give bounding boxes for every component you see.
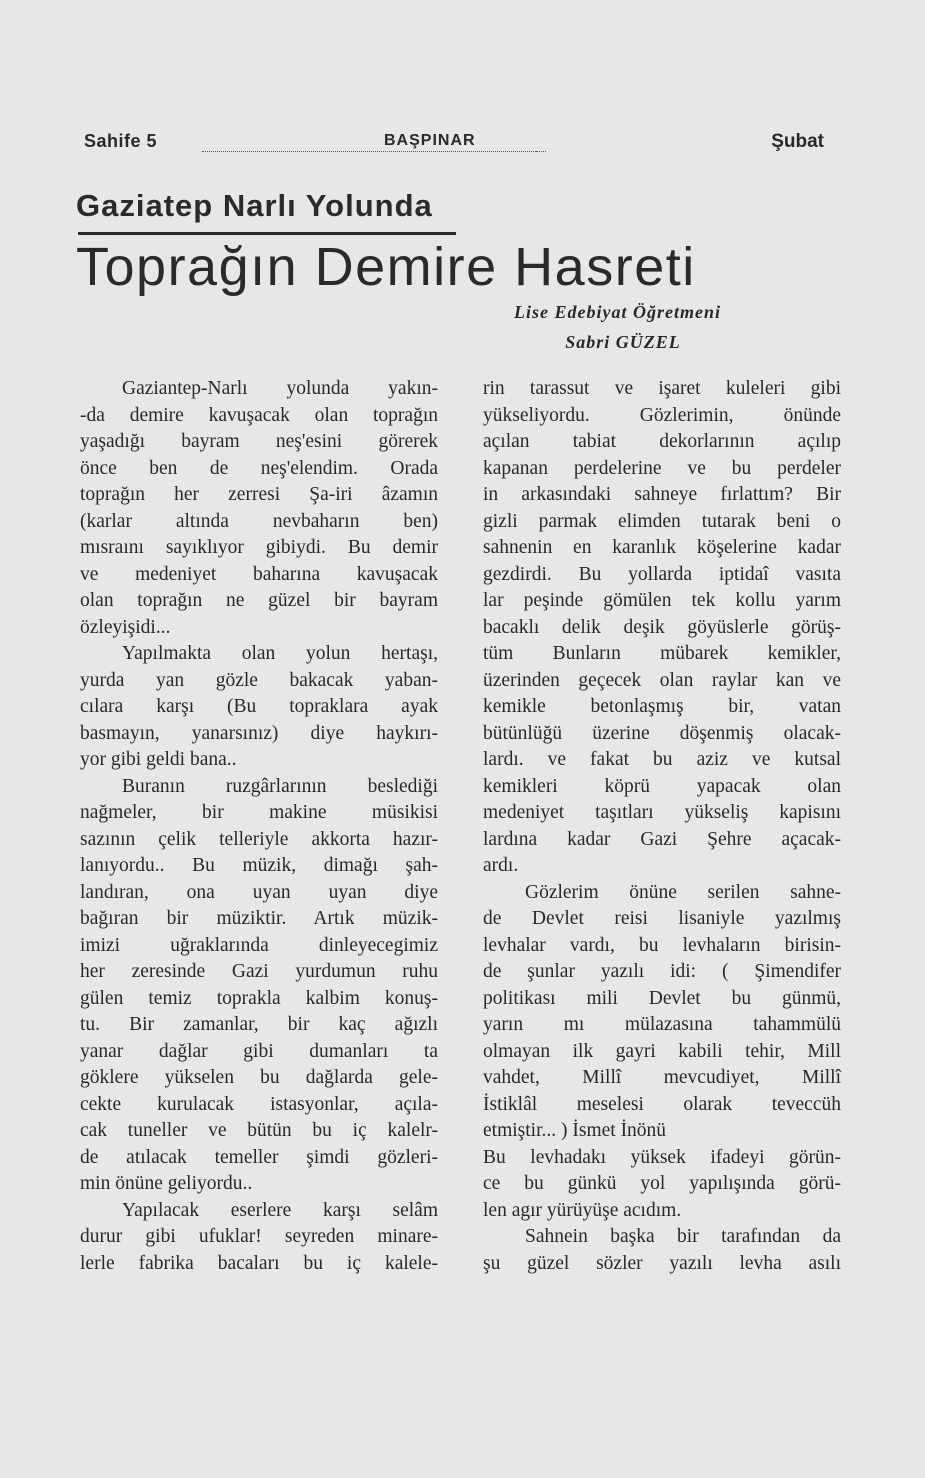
article-headline: Toprağın Demire Hasreti bbox=[76, 237, 696, 297]
text-line: Yapılacak eserlere karşı selâm bbox=[122, 1199, 438, 1221]
text-line: -da demire kavuşacak olan toprağın bbox=[80, 404, 438, 426]
text-line: kemikle betonlaşmış bir, vatan bbox=[483, 696, 841, 717]
text-line: önce ben de neş'elendim. Orada bbox=[80, 457, 438, 479]
text-line: de şunlar yazılı idi: ( Şimendifer bbox=[483, 961, 841, 982]
kicker-underline bbox=[78, 232, 456, 235]
header-rule-right bbox=[536, 151, 546, 152]
issue-month: Şubat bbox=[771, 131, 824, 152]
text-line: cılara karşı (Bu topraklara ayak bbox=[80, 696, 438, 717]
text-line: imizi uğraklarında dinleyecegimiz bbox=[80, 934, 438, 956]
author-name: Sabri GÜZEL bbox=[565, 332, 681, 352]
text-line: lerle fabrika bacaları bu iç kalele- bbox=[80, 1252, 438, 1274]
left-column bbox=[80, 376, 438, 1277]
text-line: (karlar altında nevbaharın ben) bbox=[80, 510, 438, 532]
text-line: lanıyordu.. Bu müzik, dimağı şah- bbox=[80, 855, 438, 876]
text-line: toprağın her zerresi Şa-iri âzamın bbox=[80, 484, 438, 505]
text-line: bağıran bir müziktir. Artık müzik- bbox=[80, 908, 438, 929]
text-line: Gözlerim önüne serilen sahne- bbox=[525, 881, 841, 903]
text-line: Bu levhadakı yüksek ifadeyi görün- bbox=[483, 1146, 841, 1168]
text-line: gülen temiz toprakla kalbim konuş- bbox=[80, 987, 438, 1009]
text-line: basmayın, yanarsınız) diye haykırı- bbox=[80, 722, 438, 744]
text-line: kapanan perdelerine ve bu perdeler bbox=[483, 457, 841, 479]
article-kicker: Gaziatep Narlı Yolunda bbox=[76, 188, 433, 223]
publication-name: BAŞPINAR bbox=[384, 132, 476, 149]
text-line: yarın mı mülazasına tahammülü bbox=[483, 1014, 841, 1035]
text-line: İstiklâl meselesi olarak teveccüh bbox=[483, 1093, 841, 1115]
text-line: sahnenin en karanlık köşelerine kadar bbox=[483, 537, 841, 558]
text-line: yanar dağlar gibi dumanları ta bbox=[80, 1040, 438, 1062]
text-line: gizli parmak elimden tutarak beni o bbox=[483, 510, 841, 532]
text-line: yükseliyordu. Gözlerimin, önünde bbox=[483, 404, 841, 426]
text-line: sazının çelik telleriyle akkorta hazır- bbox=[80, 828, 438, 850]
text-line: tüm Bunların mübarek kemikler, bbox=[483, 643, 841, 664]
text-line: her zeresinde Gazi yurdumun ruhu bbox=[80, 961, 438, 982]
text-line: de atılacak temeller şimdi gözleri- bbox=[80, 1146, 438, 1168]
text-line: politikası mili Devlet bu günmü, bbox=[483, 987, 841, 1009]
text-line: olan toprağın ne güzel bir bayram bbox=[80, 590, 438, 611]
text-line: özleyişidi... bbox=[80, 616, 171, 638]
text-line: üzerinden geçecek olan raylar kan ve bbox=[483, 669, 841, 691]
text-line: lardına kadar Gazi Şehre açacak- bbox=[483, 828, 841, 850]
text-line: Yapılmakta olan yolun hertaşı, bbox=[122, 643, 438, 664]
author-title: Lise Edebiyat Öğretmeni bbox=[514, 302, 721, 322]
text-line: etmiştir... ) İsmet İnönü bbox=[483, 1120, 667, 1141]
text-line: ve medeniyet baharına kavuşacak bbox=[80, 563, 438, 585]
text-line: cak tuneller ve bütün bu iç kalelr- bbox=[80, 1120, 438, 1141]
text-line: cekte kurulacak istasyonlar, açıla- bbox=[80, 1093, 438, 1115]
text-line: min önüne geliyordu.. bbox=[80, 1173, 253, 1194]
text-line: tu. Bir zamanlar, bir kaç ağızlı bbox=[80, 1014, 438, 1035]
text-line: vahdet, Millî mevcudiyet, Millî bbox=[483, 1067, 841, 1088]
text-line: len agır yürüyüşe acıdım. bbox=[483, 1199, 682, 1221]
page-header bbox=[84, 128, 824, 158]
text-line: bacaklı delik deşik göyüslerle görüş- bbox=[483, 616, 841, 638]
text-line: ardı. bbox=[483, 855, 519, 876]
text-line: landıran, ona uyan uyan diye bbox=[80, 881, 438, 903]
text-line: kemikleri köprü yapacak olan bbox=[483, 775, 841, 797]
text-line: şu güzel sözler yazılı levha asılı bbox=[483, 1252, 841, 1274]
text-line: de Devlet reisi lisaniyle yazılmış bbox=[483, 908, 841, 929]
text-line: rin tarassut ve işaret kuleleri gibi bbox=[483, 378, 841, 399]
text-line: yor gibi geldi bana.. bbox=[80, 749, 237, 770]
text-line: bütünlüğü üzerine döşenmiş olacak- bbox=[483, 722, 841, 744]
text-line: lar peşinde gömülen tek kollu yarım bbox=[483, 590, 841, 611]
text-line: olmayan ilk gayri kabili tehir, Mill bbox=[483, 1040, 841, 1062]
text-line: Buranın ruzgârlarının beslediği bbox=[122, 775, 438, 797]
text-line: levhalar vardı, bu levhaların birisin- bbox=[483, 934, 841, 956]
text-line: durur gibi ufuklar! seyreden minare- bbox=[80, 1226, 438, 1247]
text-line: in arkasındaki sahneye fırlattım? Bir bbox=[483, 484, 841, 505]
text-line: lardı. ve fakat bu aziz ve kutsal bbox=[483, 749, 841, 770]
text-line: yurda yan gözle bakacak yaban- bbox=[80, 669, 438, 691]
text-line: medeniyet taşıtları yükseliş kapisını bbox=[483, 802, 841, 823]
text-line: nağmeler, bir makine müsikisi bbox=[80, 802, 438, 823]
text-line: Gaziantep-Narlı yolunda yakın- bbox=[122, 378, 438, 399]
text-line: ce bu günkü yol yapılışında görü- bbox=[483, 1173, 841, 1194]
text-line: göklere yükselen bu dağlarda gele- bbox=[80, 1067, 438, 1088]
header-rule bbox=[202, 151, 536, 152]
text-line: mısraını sayıklıyor gibiydi. Bu demir bbox=[80, 537, 438, 558]
page-number-label: Sahife 5 bbox=[84, 131, 158, 151]
text-line: Sahnein başka bir tarafından da bbox=[525, 1226, 841, 1247]
right-column bbox=[483, 376, 841, 1277]
text-line: açılan tabiat dekorlarının açılıp bbox=[483, 431, 841, 452]
text-line: yaşadığı bayram neş'esini görerek bbox=[80, 431, 438, 452]
text-line: gezdirdi. Bu yollarda iptidaî vasıta bbox=[483, 563, 841, 585]
